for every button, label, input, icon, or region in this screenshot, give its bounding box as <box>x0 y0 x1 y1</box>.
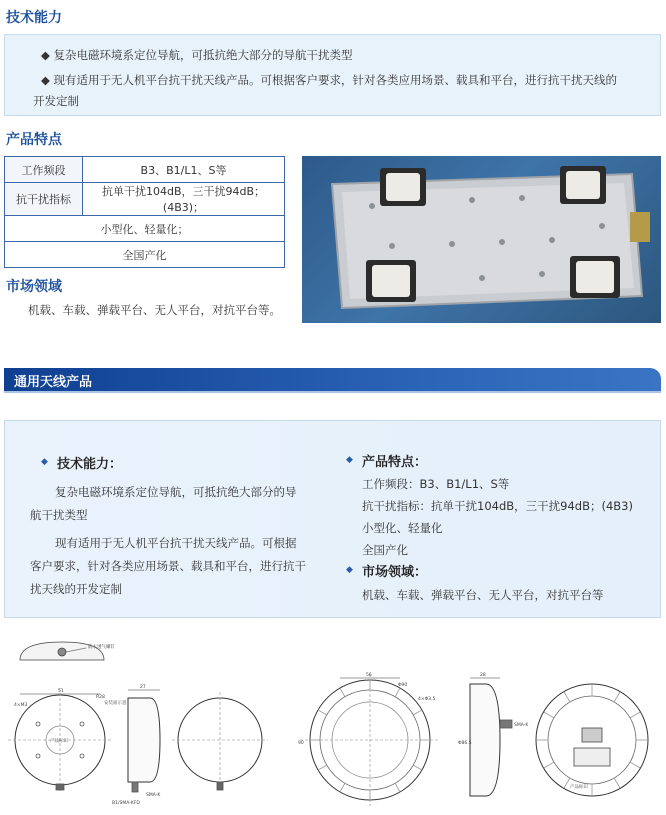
diamond-bullet-icon: ◆ <box>41 457 48 467</box>
table-value: 抗单干扰104dB，三干扰94dB；(4B3)； <box>83 183 285 216</box>
d1-r-label: R28 <box>96 695 105 700</box>
general-feat-line: 抗干扰指标：抗单干扰104dB，三干扰94dB；(4B3) <box>362 499 633 513</box>
d3-dim-label: 56 <box>366 673 372 678</box>
diamond-bullet-icon: ◆ <box>346 565 353 575</box>
d2-conn-label: SMA-K <box>146 793 161 798</box>
technical-drawings <box>0 628 666 815</box>
d3-side-label: 90 <box>298 741 304 746</box>
d2-dim-label: 27 <box>140 685 146 690</box>
d4-conn-label: SMA-K <box>514 723 529 728</box>
table-row <box>5 216 285 242</box>
tech-panel <box>4 34 661 116</box>
general-tech-line: 航干扰类型 <box>30 508 88 522</box>
table-row <box>5 183 285 216</box>
banner-title: 通用天线产品 <box>14 375 93 390</box>
general-market-text: 机载、车载、弹载平台、无人平台，对抗平台等 <box>362 588 604 602</box>
section-title-features: 产品特点 <box>6 132 62 148</box>
d3-holes-label: 4×Φ3.5 <box>418 697 436 702</box>
d4-side-label: Φ86.5 <box>458 741 472 746</box>
general-tech-line: 复杂电磁环境系定位导航，可抵抗绝大部分的导 <box>55 485 297 499</box>
table-row <box>5 242 285 268</box>
general-feat-line: 全国产化 <box>362 543 408 557</box>
product-photo <box>302 156 661 323</box>
table-full-row: 小型化、轻量化； <box>5 216 285 242</box>
general-feat-line: 小型化、轻量化 <box>362 521 443 535</box>
general-panel <box>4 420 661 618</box>
general-feat-line: 工作频段：B3、B1/L1、S等 <box>362 477 510 491</box>
general-tech-line: 扰天线的开发定制 <box>30 582 122 596</box>
d1-top-label: 防水透气螺钉 <box>88 645 115 650</box>
table-key: 抗干扰指标 <box>5 183 83 216</box>
features-table <box>4 156 285 268</box>
market-text: 机载、车载、弹载平台、无人平台，对抗平台等。 <box>28 303 281 317</box>
tech-bullet-2-cont: 开发定制 <box>33 94 79 108</box>
d3-phi-label: Φ90 <box>398 683 408 688</box>
antenna-board-image <box>302 156 661 323</box>
general-market-title: 市场领域： <box>362 565 428 580</box>
d2-bottom-label: B1/SMA-KFD <box>112 801 140 806</box>
table-value: B3、B1/L1、S等 <box>83 157 285 183</box>
diamond-bullet-icon: ◆ <box>346 455 353 465</box>
general-tech-title: 技术能力： <box>57 457 123 472</box>
section-banner <box>4 368 661 391</box>
table-row <box>5 157 285 183</box>
d4-dim-label: 28 <box>480 673 486 678</box>
drawings-svg <box>0 628 666 815</box>
d1-dim-label: 51 <box>58 689 64 694</box>
general-tech-line: 现有适用于无人机平台抗干扰天线产品。可根据 <box>55 536 297 550</box>
d1-center-label: 产品标识 <box>50 739 68 744</box>
table-full-row: 全国产化 <box>5 242 285 268</box>
table-key: 工作频段 <box>5 157 83 183</box>
banner-divider <box>4 391 661 393</box>
general-feat-title: 产品特点： <box>362 455 428 470</box>
d1-note-label: 安装面示意 <box>104 701 127 706</box>
section-title-tech: 技术能力 <box>6 10 62 26</box>
d1-holes-label: 4×M3 <box>14 703 28 708</box>
d4-id-label: 产品标识 <box>570 785 588 790</box>
section-title-market: 市场领域 <box>6 279 62 295</box>
tech-bullet-1: ◆ 复杂电磁环境系定位导航，可抵抗绝大部分的导航干扰类型 <box>41 48 353 62</box>
general-tech-line: 客户要求，针对各类应用场景、载具和平台，进行抗干 <box>30 559 306 573</box>
tech-bullet-2: ◆ 现有适用于无人机平台抗干扰天线产品。可根据客户要求，针对各类应用场景、载具和平台，进行抗干扰天线的 <box>41 73 617 87</box>
